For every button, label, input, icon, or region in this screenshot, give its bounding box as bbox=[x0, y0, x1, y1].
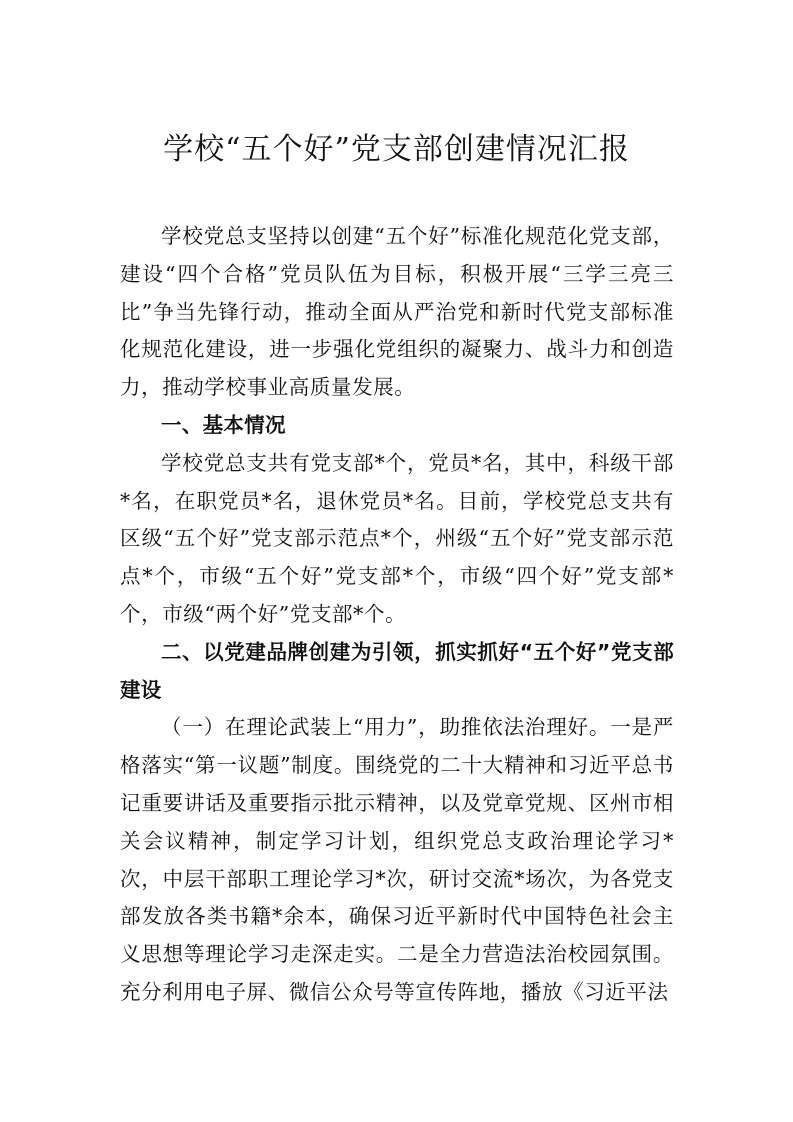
subsection-1-heading: （一）在理论武装上“用力”，助推依法治理好。 bbox=[161, 715, 611, 740]
section-2-heading: 二、以党建品牌创建为引领，抓实抓好“五个好”党支部建设 bbox=[120, 639, 674, 702]
intro-paragraph: 学校党总支坚持以创建“五个好”标准化规范化党支部，建设“四个合格”党员队伍为目标，积极开展“三学三亮三比”争当先锋行动，推动全面从严治党和新时代党支部标准化规范化建设，进一步强化党组织的凝聚力、战斗力和创造力，推动学校事业高质量发展。 bbox=[120, 224, 674, 400]
document-body bbox=[120, 218, 674, 1012]
section-1-paragraph: 学校党总支共有党支部*个，党员*名，其中，科级干部*名，在职党员*名，退休党员*名。目前，学校党总支共有区级“五个好”党支部示范点*个，州级“五个好”党支部示范点*个，市级“五个好”党支部*个，市级“四个好”党支部*个，市级“两个好”党支部*个。 bbox=[120, 450, 674, 626]
document-title: 学校“五个好”党支部创建情况汇报 bbox=[163, 132, 630, 167]
section-2-paragraph bbox=[120, 709, 674, 1011]
section-1-heading: 一、基本情况 bbox=[161, 412, 286, 437]
subsection-1-text: 一是严格落实“第一议题”制度。围绕党的二十大精神和习近平总书记重要讲话及重要指示批示精神，以及党章党规、区州市相关会议精神，制定学习计划，组织党总支政治理论学习*次，中层干部职工理论学习*次，研讨交流*场次，为各党支部发放各类书籍*余本，确保习近平新时代中国特色社会主义思想等理论学习走深走实。二是全力营造法治校园氛围。充分利用电子屏、微信公众号等宣传阵地，播放《习近平法 bbox=[120, 715, 674, 1004]
